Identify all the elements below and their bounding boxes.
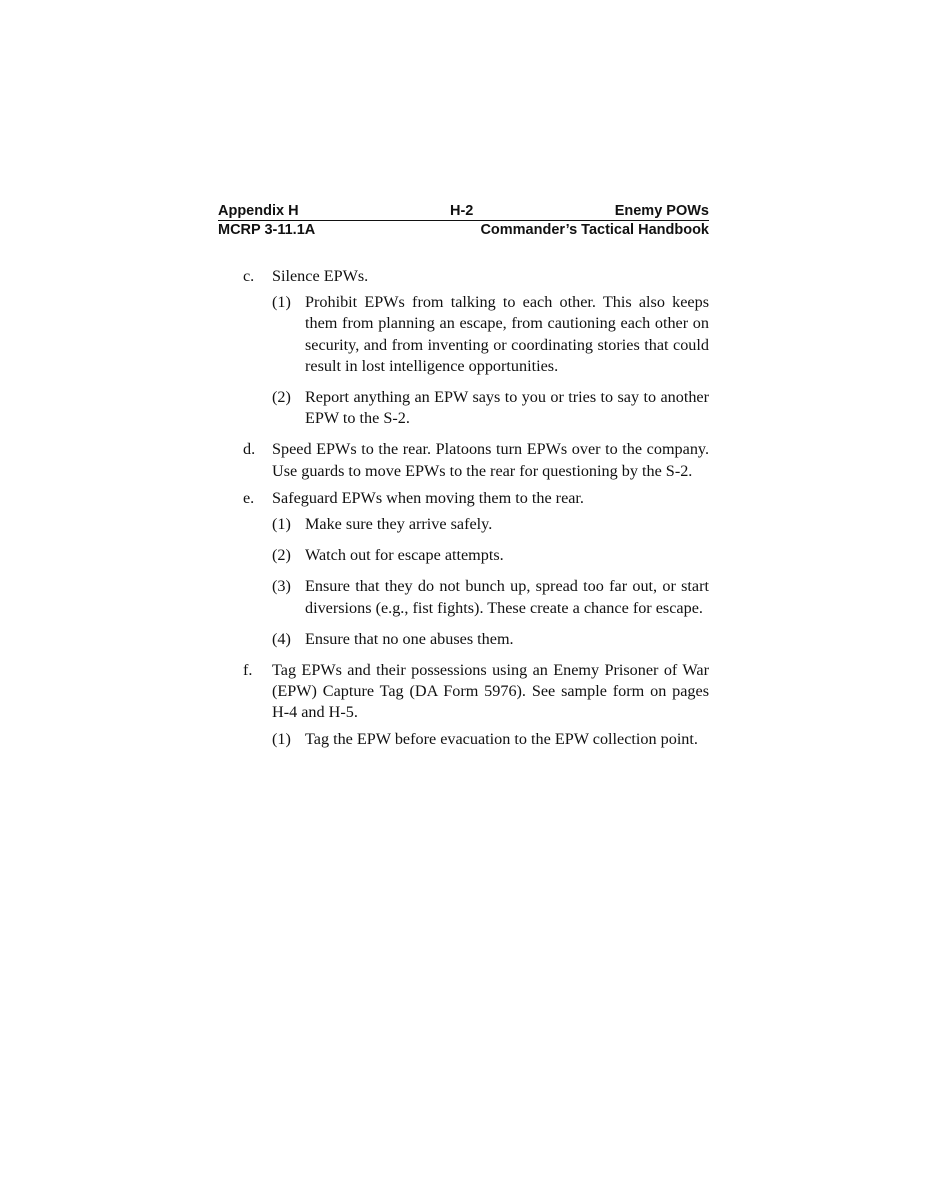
chapter-title: Enemy POWs (614, 203, 709, 219)
header-row-top (218, 202, 709, 221)
document-body (218, 266, 709, 760)
subitem-text: Report anything an EPW says to you or tries to say to another EPW to the S-2. (305, 388, 709, 428)
item-text: Speed EPWs to the rear. Platoons turn EPWs over to the company. Use guards to move EPWs to the rear for questioning by the S-2. (272, 440, 709, 480)
page-number: H-2 (450, 203, 474, 219)
subitem-c-2 (218, 387, 709, 429)
subitem-text: Ensure that no one abuses them. (305, 629, 514, 648)
subitem-e-2 (218, 545, 709, 566)
item-marker: d. (243, 440, 256, 459)
subitem-text: Tag the EPW before evacuation to the EPW collection point. (305, 729, 698, 748)
list-item-f (218, 660, 709, 724)
item-marker: e. (243, 488, 255, 507)
running-header (218, 202, 709, 239)
publication-number: MCRP 3-11.1A (218, 222, 316, 238)
item-marker: f. (243, 661, 253, 680)
subitem-marker: (3) (272, 577, 291, 596)
subitem-text: Make sure they arrive safely. (305, 515, 493, 534)
list-item-d (218, 439, 709, 481)
item-text: Tag EPWs and their possessions using an Enemy Prisoner of War (EPW) Capture Tag (DA Form 5976). See sample form on pages H-4 and H-5. (272, 661, 709, 722)
subitem-marker: (1) (272, 293, 291, 312)
subitem-e-4 (218, 629, 709, 650)
subitem-marker: (4) (272, 629, 291, 648)
publication-title: Commander’s Tactical Handbook (480, 222, 709, 238)
subitem-marker: (1) (272, 729, 291, 748)
subitem-marker: (2) (272, 546, 291, 565)
subitem-marker: (1) (272, 515, 291, 534)
subitem-c-1 (218, 292, 709, 377)
subitem-text: Watch out for escape attempts. (305, 546, 504, 565)
header-row-bottom (218, 221, 709, 239)
subitem-e-3 (218, 576, 709, 618)
item-text: Safeguard EPWs when moving them to the rear. (272, 488, 584, 507)
item-marker: c. (243, 267, 255, 285)
subitem-f-1 (218, 729, 709, 750)
list-item-e (218, 488, 709, 509)
subitem-text: Prohibit EPWs from talking to each other. This also keeps them from planning an escape, from cautioning each other on security, and from inventing or coordinating stories that could result in lost intelligence opportunities. (305, 293, 709, 375)
subitem-text: Ensure that they do not bunch up, spread too far out, or start diversions (e.g., fist fights). These create a chance for escape. (305, 577, 709, 617)
subitem-e-1 (218, 514, 709, 535)
appendix-label: Appendix H (218, 203, 299, 219)
list-item-c (218, 266, 709, 287)
subitem-marker: (2) (272, 388, 291, 407)
item-text: Silence EPWs. (272, 267, 369, 285)
